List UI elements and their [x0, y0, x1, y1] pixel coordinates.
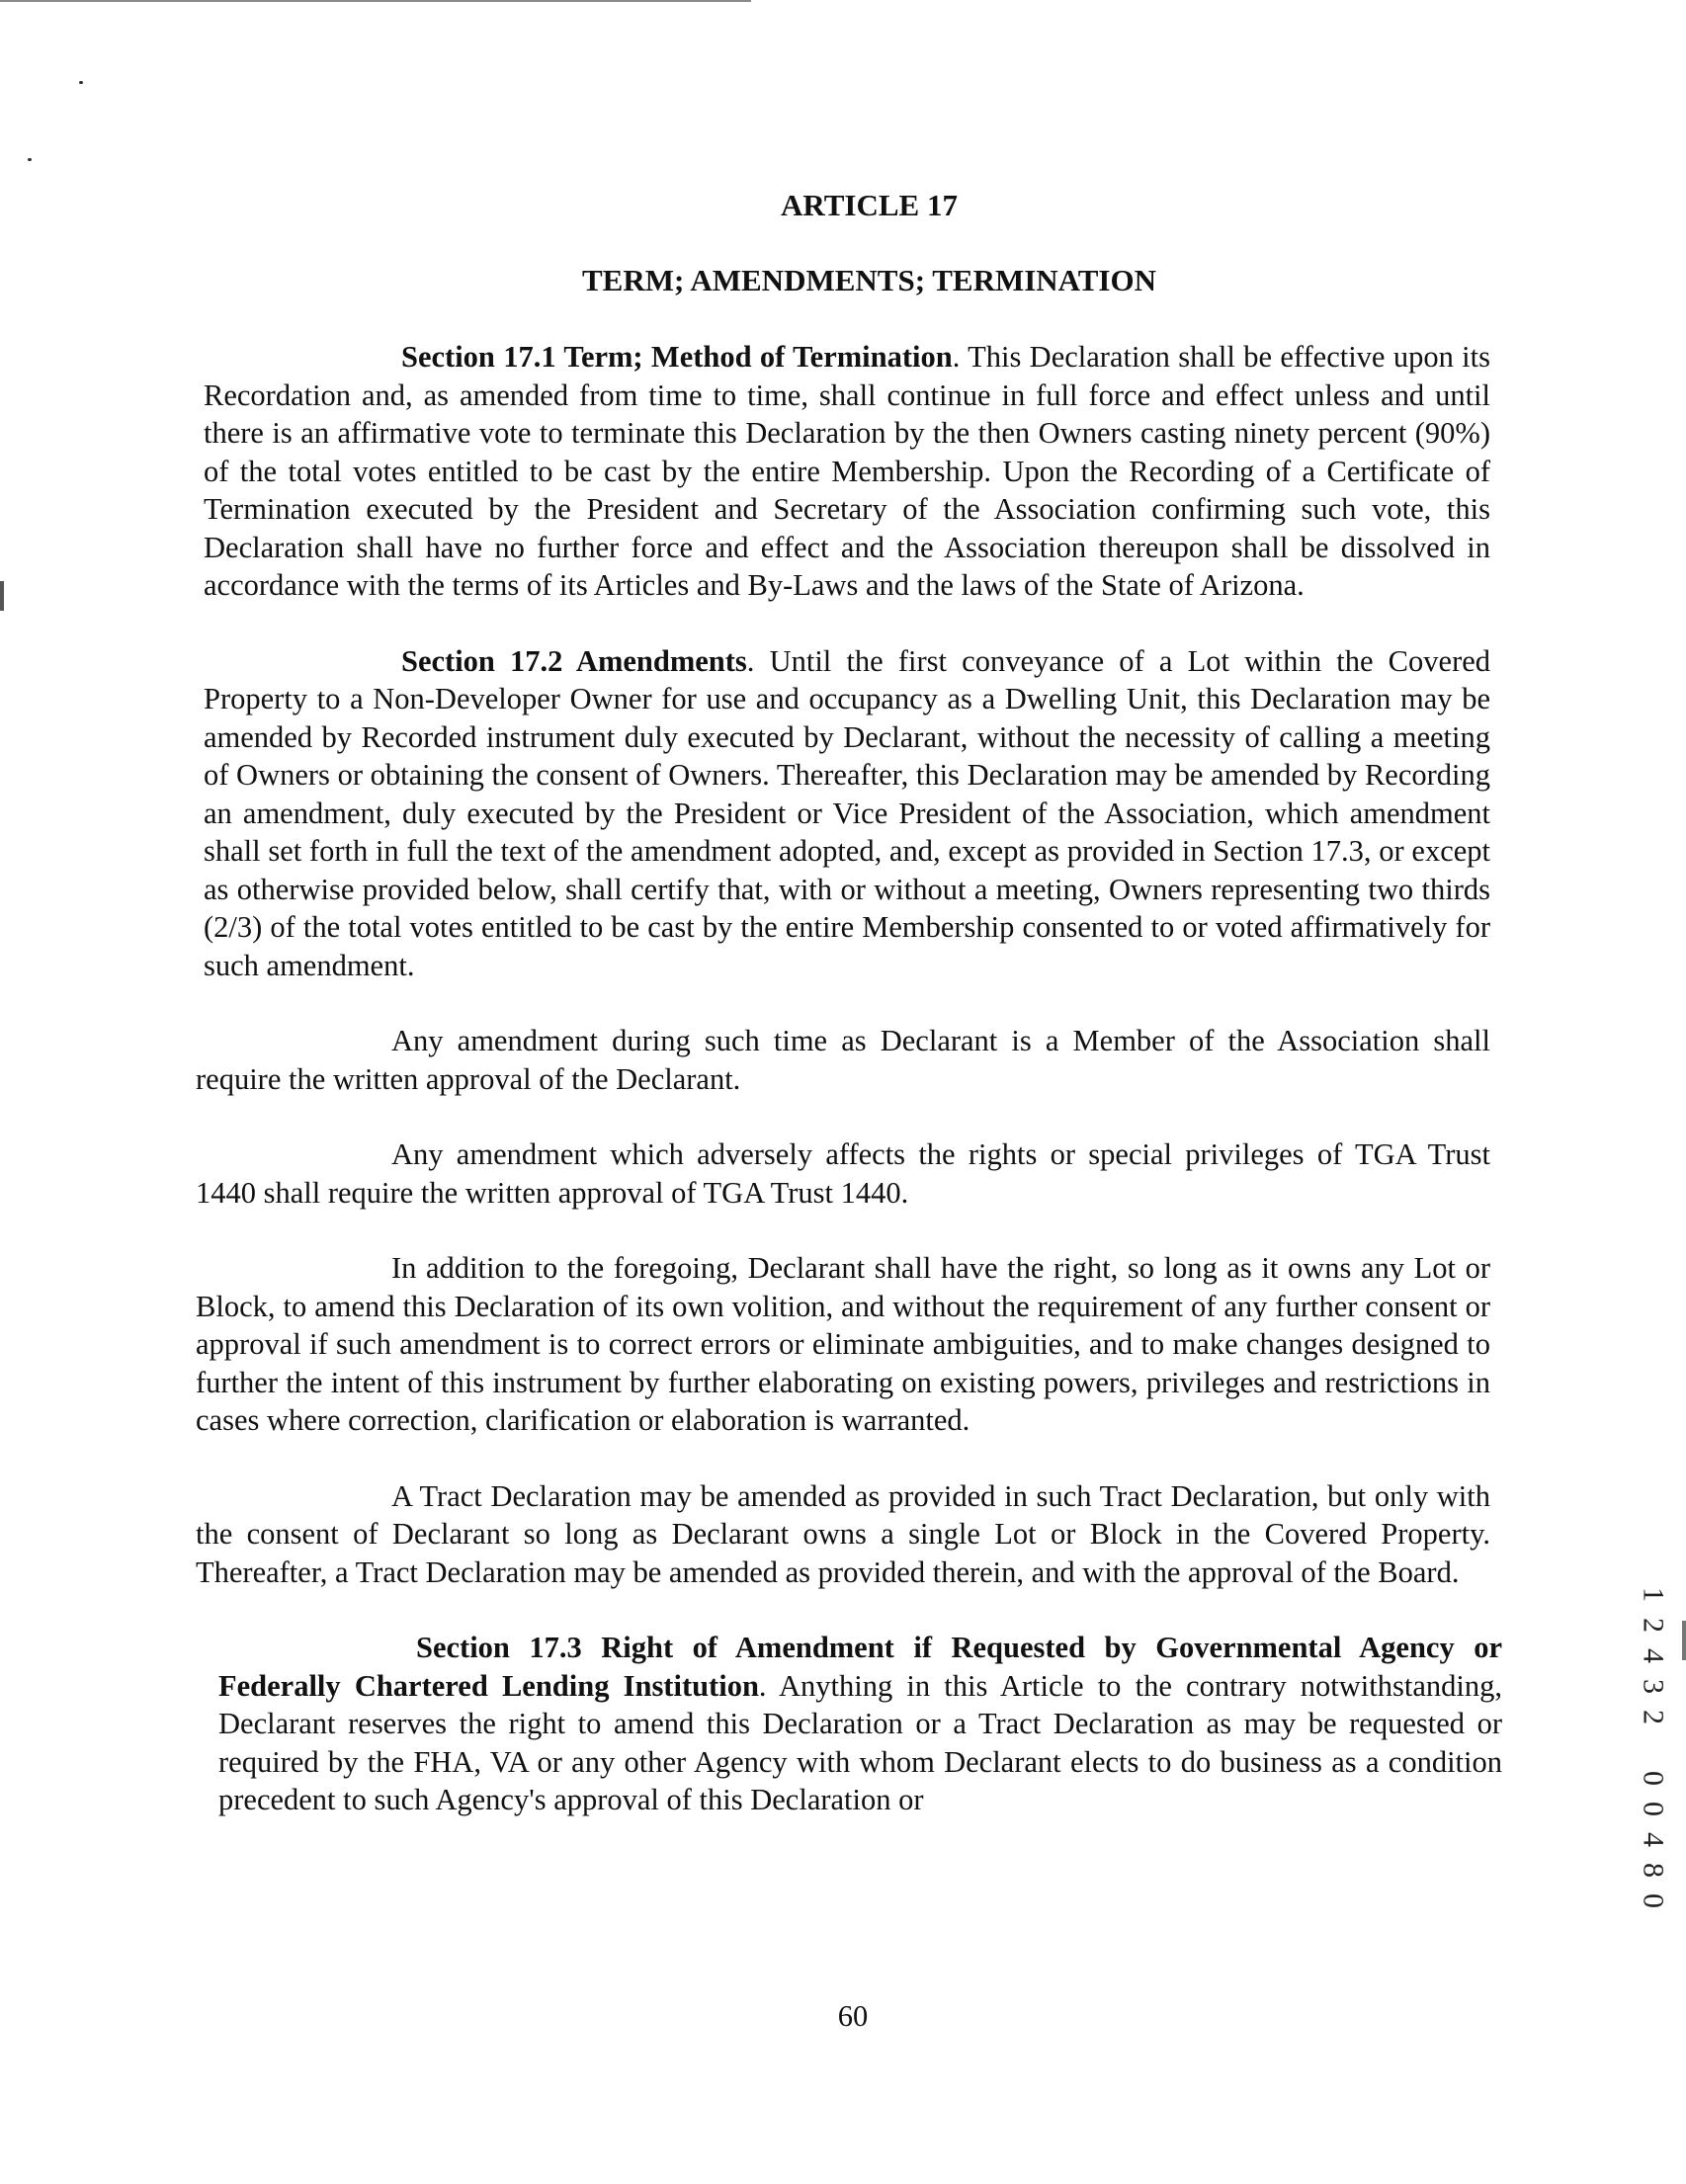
stamp-digit: 4	[1637, 1832, 1670, 1847]
paragraph-tga-trust: Any amendment which adversely affects the rights or special privileges of TGA Trust 1440 shall require the written approval of TGA Trust 1440.	[196, 1137, 1490, 1210]
article-subtitle: TERM; AMENDMENTS; TERMINATION	[582, 263, 1156, 297]
paragraph-declarant-approval: Any amendment during such time as Declarant is a Member of the Association shall require the written approval of the Declarant.	[196, 1024, 1490, 1096]
section-17-2-body: . Until the first conveyance of a Lot within the Covered Property to a Non-Developer Owner for use and occupancy as a Dwelling Unit, this Declaration may be amended by Recorded instrument duly executed by Declarant, without the necessity of calling a meeting of Owners or obtaining the consent of Owners. Thereafter, this Declaration may be amended by Recording an amendment, duly executed by the President or Vice President of the Association, which amendment shall set forth in full the text of the amendment adopted, and, except as provided in Section 17.3, or except as otherwise provided below, shall certify that, with or without a meeting, Owners representing two thirds (2/3) of the total votes entitled to be cast by the entire Membership consented to or voted affirmatively for such amendment.	[204, 643, 1491, 982]
scan-left-mark	[0, 581, 4, 611]
scan-right-mark	[1682, 1621, 1686, 1660]
paragraph-declarant-right: In addition to the foregoing, Declarant shall have the right, so long as it owns any Lot or Block, to amend this Declaration of its own volition, and without the requirement of any further consent or approval if such amendment is to correct errors or eliminate ambiguities, and to make changes designed to further the intent of this instrument by further elaborating on existing powers, privileges and restrictions in cases where correction, clarification or elaboration is warranted.	[196, 1251, 1490, 1437]
section-17-3	[218, 1629, 1502, 1819]
section-17-3-heading: Section 17.3 Right of Amendment if Requested by Governmental Agency or Federally Chartered Lending Institution	[218, 1631, 1502, 1703]
section-17-3-body: . Anything in this Article to the contrary notwithstanding, Declarant reserves the right to amend this Declaration or a Tract Declaration as may be requested or required by the FHA, VA or any other Agency with whom Declarant elects to do business as a condition precedent to such Agency's approval of this Declaration or	[218, 1668, 1502, 1816]
section-17-1-heading: Section 17.1 Term; Method of Termination	[401, 340, 953, 374]
scan-speck	[28, 158, 32, 161]
document-page	[196, 188, 1502, 1857]
stamp-digit: 2	[1637, 1710, 1670, 1724]
scan-speck	[79, 81, 83, 84]
stamp-digit: 8	[1637, 1863, 1670, 1878]
stamp-digit: 4	[1637, 1648, 1670, 1663]
stamp-spacer	[1639, 1733, 1669, 1763]
page-number: 60	[837, 1999, 869, 2033]
margin-recording-stamp	[1639, 1579, 1668, 1916]
stamp-digit: 3	[1637, 1679, 1670, 1694]
stamp-digit: 0	[1637, 1802, 1670, 1816]
stamp-digit: 2	[1637, 1618, 1670, 1633]
paragraph-tract-declaration: A Tract Declaration may be amended as provided in such Tract Declaration, but only with the consent of Declarant so long as Declarant owns a single Lot or Block in the Covered Property. Thereafter, a Tract Declaration may be amended as provided therein, and with the approval of the Board.	[196, 1478, 1490, 1589]
section-17-2-heading: Section 17.2 Amendments	[401, 643, 747, 678]
section-17-1	[204, 338, 1490, 605]
stamp-digit: 0	[1637, 1771, 1670, 1786]
section-17-1-body: . This Declaration shall be effective upon its Recordation and, as amended from time to time, shall continue in full force and effect unless and until there is an affirmative vote to terminate this Declaration by the then Owners casting ninety percent (90%) of the total votes entitled to be cast by the entire Membership. Upon the Recording of a Certificate of Termination executed by the President and Secretary of the Association confirming such vote, this Declaration shall have no further force and effect and the Association thereupon shall be dissolved in accordance with the terms of its Articles and By-Laws and the laws of the State of Arizona.	[204, 340, 1490, 602]
stamp-digit: 0	[1637, 1893, 1670, 1908]
section-17-2	[204, 642, 1490, 985]
article-title: ARTICLE 17	[781, 188, 958, 222]
scan-top-edge	[0, 0, 751, 2]
stamp-digit: 1	[1637, 1587, 1670, 1602]
